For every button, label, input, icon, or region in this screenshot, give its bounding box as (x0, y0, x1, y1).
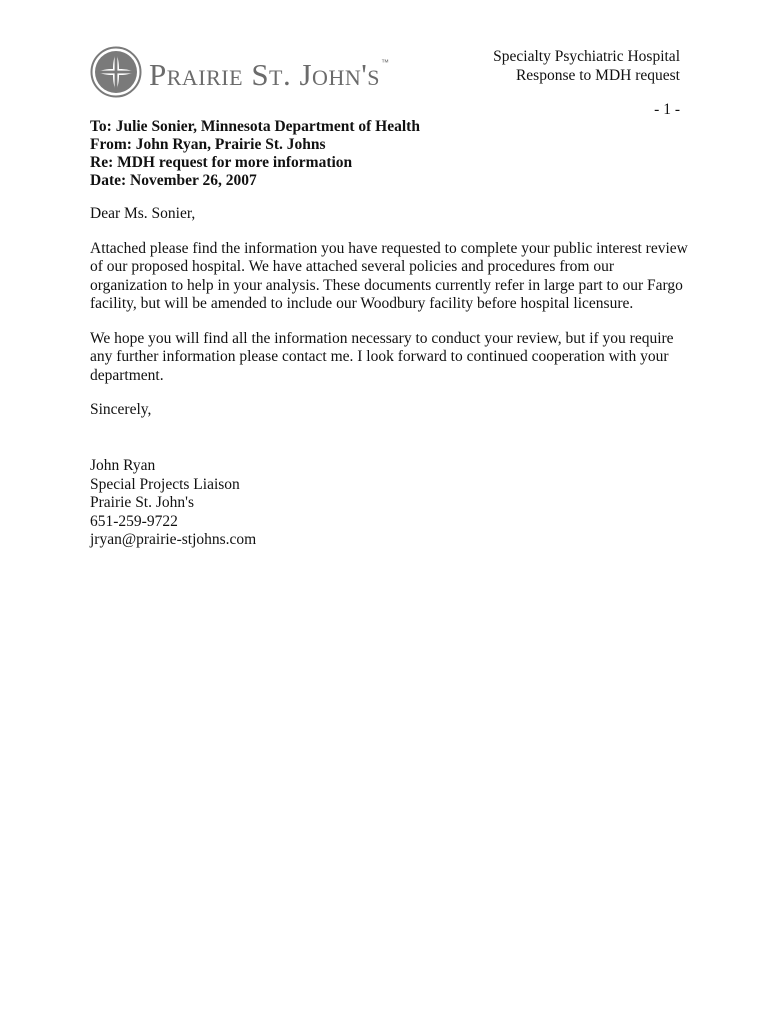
closing: Sincerely, (90, 401, 152, 418)
signature-name: John Ryan (90, 457, 156, 474)
paragraph-2: We hope you will find all the information necessary to conduct your review, but if you require any further information please contact me. I look forward to continued cooperation with your department. (90, 329, 674, 384)
memo-re: Re: MDH request for more information (90, 154, 353, 171)
signature-organization: Prairie St. John's (90, 494, 194, 511)
memo-date: Date: November 26, 2007 (90, 172, 257, 189)
signature-block (90, 457, 256, 550)
cross-circle-icon (90, 46, 142, 98)
memo-to: To: Julie Sonier, Minnesota Department of Health (90, 118, 420, 135)
trademark-symbol: ™ (381, 58, 390, 67)
header-line-2: Response to MDH request (515, 67, 680, 84)
signature-email: jryan@prairie-stjohns.com (90, 531, 257, 548)
salutation: Dear Ms. Sonier, (90, 205, 196, 222)
company-logo (90, 46, 389, 98)
letter-body (90, 205, 690, 436)
signature-phone: 651-259-9722 (90, 512, 178, 530)
document-header (493, 47, 680, 85)
company-name: Prairie St. John's (149, 56, 381, 92)
memo-block (90, 118, 420, 190)
header-line-1: Specialty Psychiatric Hospital (493, 48, 680, 65)
memo-from: From: John Ryan, Prairie St. Johns (90, 136, 326, 153)
signature-title: Special Projects Liaison (90, 475, 240, 493)
page-number: - 1 - (654, 101, 680, 118)
paragraph-1: Attached please find the information you have requested to complete your public interest review of our proposed hospital. We have attached several policies and procedures from our organization to help in your analysis. These documents currently refer in large part to our Fargo facility, but will be amended to include our Woodbury facility before hospital licensure. (90, 239, 688, 312)
